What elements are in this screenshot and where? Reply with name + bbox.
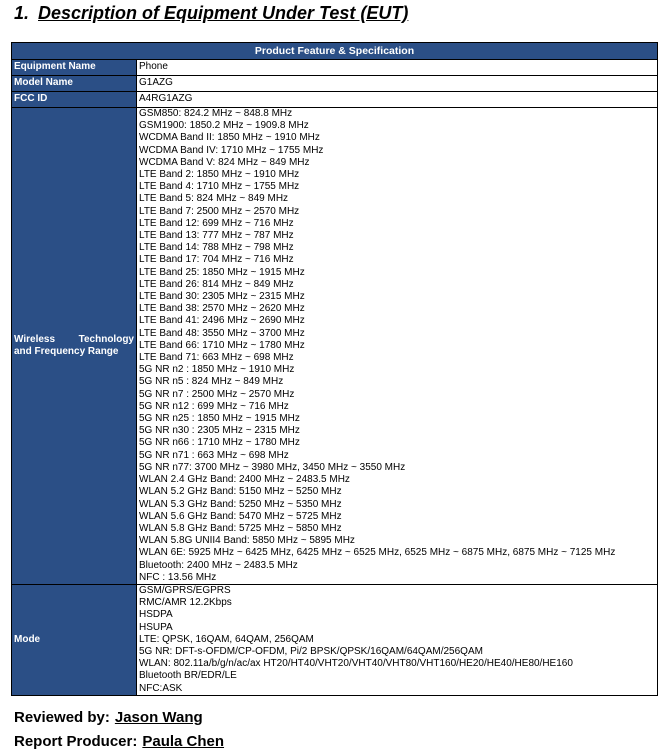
mode-item: RMC/AMR 12.2Kbps [139,597,232,609]
frequency-range-item: GSM850: 824.2 MHz ~ 848.8 MHz [139,108,293,119]
fcc-id-value: A4RG1AZG [137,92,658,108]
frequency-range-item: NFC : 13.56 MHz [139,571,217,583]
fcc-id-label: FCC ID [12,92,137,108]
frequency-range-item: 5G NR n2 : 1850 MHz ~ 1910 MHz [139,364,295,376]
report-producer-label: Report Producer: [14,733,138,750]
frequency-range-item: LTE Band 66: 1710 MHz ~ 1780 MHz [139,339,305,351]
report-producer [14,733,224,750]
wireless-frequency-list [137,108,658,585]
mode-label: Mode [12,584,137,695]
frequency-range-item: 5G NR n71 : 663 MHz ~ 698 MHz [139,449,289,461]
frequency-range-item: WCDMA Band II: 1850 MHz ~ 1910 MHz [139,132,320,144]
frequency-range-item: LTE Band 38: 2570 MHz ~ 2620 MHz [139,303,305,315]
mode-item: 5G NR: DFT-s-OFDM/CP-OFDM, Pi/2 BPSK/QPSK/16QAM/64QAM/256QAM [139,645,483,657]
frequency-range-item: LTE Band 30: 2305 MHz ~ 2315 MHz [139,291,305,303]
frequency-range-item: WLAN 2.4 GHz Band: 2400 MHz ~ 2483.5 MHz [139,474,350,486]
section-number: 1. [14,3,30,23]
reviewed-by [14,709,203,726]
frequency-range-item: LTE Band 2: 1850 MHz ~ 1910 MHz [139,169,300,181]
frequency-range-item: LTE Band 48: 3550 MHz ~ 3700 MHz [139,327,305,339]
frequency-range-item: WCDMA Band IV: 1710 MHz ~ 1755 MHz [139,144,324,156]
frequency-range-item: LTE Band 26: 814 MHz ~ 849 MHz [139,278,294,290]
frequency-range-item: WCDMA Band V: 824 MHz ~ 849 MHz [139,156,310,168]
frequency-range-item: LTE Band 13: 777 MHz ~ 787 MHz [139,230,294,242]
mode-item: LTE: QPSK, 16QAM, 64QAM, 256QAM [139,633,314,645]
section-title: Description of Equipment Under Test (EUT) [38,3,409,23]
table-header-row [12,43,658,60]
producer-name: Paula Chen [142,733,225,750]
frequency-range-item: 5G NR n12 : 699 MHz ~ 716 MHz [139,400,289,412]
mode-item: WLAN: 802.11a/b/g/n/ac/ax HT20/HT40/VHT20/VHT40/VHT80/VHT160/HE20/HE40/HE80/HE160 [139,658,573,670]
section-heading [14,3,408,24]
table-header: Product Feature & Specification [12,43,658,60]
mode-item: NFC:ASK [139,682,183,694]
model-name-label: Model Name [12,76,137,92]
frequency-range-item: 5G NR n7 : 2500 MHz ~ 2570 MHz [139,388,295,400]
frequency-range-item: WLAN 5.2 GHz Band: 5150 MHz ~ 5250 MHz [139,486,342,498]
mode-item: HSUPA [139,621,173,633]
frequency-range-item: LTE Band 17: 704 MHz ~ 716 MHz [139,254,294,266]
frequency-range-item: GSM1900: 1850.2 MHz ~ 1909.8 MHz [139,120,309,132]
frequency-range-item: 5G NR n5 : 824 MHz ~ 849 MHz [139,376,284,388]
frequency-range-item: WLAN 5.6 GHz Band: 5470 MHz ~ 5725 MHz [139,510,342,522]
table-row [12,76,658,92]
frequency-range-item: LTE Band 4: 1710 MHz ~ 1755 MHz [139,181,300,193]
frequency-range-item: LTE Band 14: 788 MHz ~ 798 MHz [139,242,294,254]
frequency-range-item: 5G NR n25 : 1850 MHz ~ 1915 MHz [139,413,300,425]
wireless-label-line1: Wireless Technology [14,333,134,345]
reviewed-by-label: Reviewed by: [14,709,110,726]
frequency-range-item: LTE Band 41: 2496 MHz ~ 2690 MHz [139,315,305,327]
reviewer-name: Jason Wang [114,709,203,726]
mode-list [137,584,658,695]
table-row [12,60,658,76]
table-row [12,584,658,695]
frequency-range-item: LTE Band 12: 699 MHz ~ 716 MHz [139,217,294,229]
model-name-value: G1AZG [137,76,658,92]
frequency-range-item: 5G NR n66 : 1710 MHz ~ 1780 MHz [139,437,300,449]
frequency-range-item: WLAN 5.8 GHz Band: 5725 MHz ~ 5850 MHz [139,522,342,534]
mode-item: GSM/GPRS/EGPRS [139,584,231,596]
frequency-range-item: 5G NR n77: 3700 MHz ~ 3980 MHz, 3450 MHz ~ 3550 MHz [139,461,406,473]
frequency-range-item: WLAN 5.3 GHz Band: 5250 MHz ~ 5350 MHz [139,498,342,510]
equipment-name-label: Equipment Name [12,60,137,76]
mode-item: HSDPA [139,609,173,621]
frequency-range-item: Bluetooth: 2400 MHz ~ 2483.5 MHz [139,559,298,571]
wireless-label [12,108,137,585]
frequency-range-item: LTE Band 71: 663 MHz ~ 698 MHz [139,352,294,364]
table-row [12,108,658,585]
frequency-range-item: WLAN 6E: 5925 MHz ~ 6425 MHz, 6425 MHz ~ 6525 MHz, 6525 MHz ~ 6875 MHz, 6875 MHz ~ 7125 MHz [139,547,616,559]
frequency-range-item: LTE Band 7: 2500 MHz ~ 2570 MHz [139,205,300,217]
frequency-range-item: LTE Band 5: 824 MHz ~ 849 MHz [139,193,289,205]
frequency-range-item: WLAN 5.8G UNII4 Band: 5850 MHz ~ 5895 MHz [139,535,355,547]
frequency-range-item: LTE Band 25: 1850 MHz ~ 1915 MHz [139,266,305,278]
mode-item: Bluetooth BR/EDR/LE [139,670,237,682]
spec-table [11,42,658,696]
table-row [12,92,658,108]
frequency-range-item: 5G NR n30 : 2305 MHz ~ 2315 MHz [139,425,300,437]
equipment-name-value: Phone [137,60,658,76]
wireless-label-line2: and Frequency Range [14,345,119,357]
